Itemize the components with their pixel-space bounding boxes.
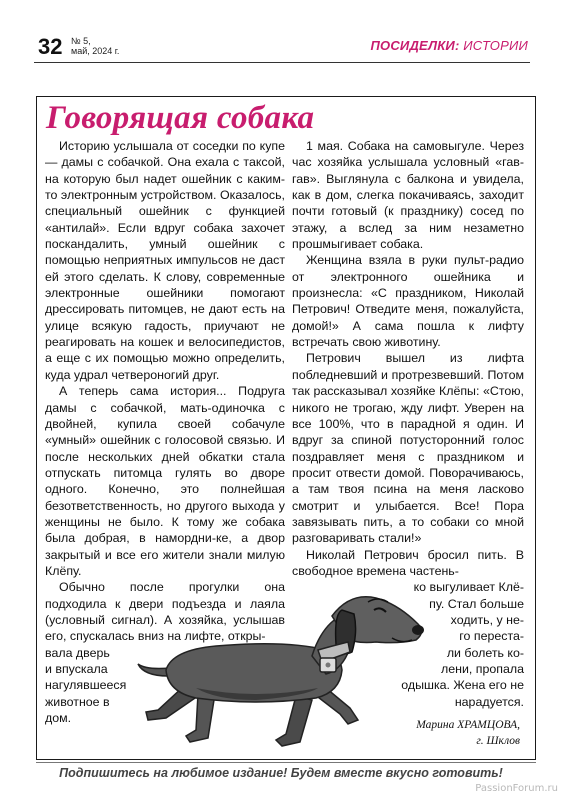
issue-date: май, 2024 г. [71,46,120,56]
subsection-name: ИСТОРИИ [463,38,528,53]
paragraph: 1 мая. Собака на самовыгуле. Через час хозяйка услышала условный «гав-гав». Выглянула с балкона и увидела, как в дом, слегка покачиваясь, заходит почти готовый (к празднику) сосед по этажу, а вслед за ним незаметно прошмыгивает собака. [292,139,524,252]
wrap-line: вала дверь [45,645,110,660]
page-header [0,0,562,62]
wrap-line: дом. [45,711,72,726]
wrap-line: животное в [45,694,110,709]
wrap-line: ходить, у не- [450,612,524,627]
wrap-line: ко выгуливает Клё- [413,580,524,595]
wrap-line: ли болеть ко- [446,645,524,660]
collar-device-button [326,663,331,668]
watermark: PassionForum.ru [475,783,558,794]
dog-tail [138,664,170,676]
wrap-line: нагулявшееся [45,678,127,693]
author-city: г. Шклов [476,735,520,747]
paragraph: Историю услышала от соседки по купе — дамы с собачкой. Она ехала с таксой, на которую был надет ошейник с каким-то электронным устройством. Оказалось, специальный ошейник с функцией «антилай». Если вдруг собака захочет поскандалить, умный ошейник с помощью неприятных импульсов не даст ей этого сделать. К слову, современные электронные ошейники помогают дрессировать питомцев, не дают есть на улице всякую гадость, приучают не реагировать на кошек и велосипедистов, а еще с их помощью можно определить, куда удрал четвероногий друг. [45,139,285,382]
paragraph: Николай Петрович бросил пить. В свободное времена частень- [292,547,524,578]
wrap-line: одышка. Жена его не [401,678,524,693]
author-name: Марина ХРАМЦОВА, [416,719,520,731]
wrap-line: лени, пропала [441,662,524,676]
wrap-line: и впускала [45,662,108,676]
paragraph: А теперь сама история... Подруга дамы с собачкой, мать-одиночка с двойней, купила своей собачуле «умный» ошейник с голосовой связью. И после нескольких дней обкатки стала отпускать питомца гулять во дворе одного. Конечно, это полнейшая безответственность, но другого выхода у женщины не было. К тому же собака была добрая, в намордни-ке, а двор закрытый и все его жители знали милую Клёпу. [45,384,285,578]
dog-front-leg [276,696,312,746]
article-title: Говорящая собака [46,100,315,136]
dachshund-illustration [136,584,426,754]
wrap-line: го переста- [459,629,524,644]
footer-slogan: Подпишитесь на любимое издание! Будем вместе вкусно готовить! [59,766,503,780]
footer-divider [36,762,536,763]
issue-number: № 5, [71,36,91,46]
section-heading [370,38,528,53]
issue-info [71,36,119,56]
section-name: ПОСИДЕЛКИ: [370,38,460,53]
dog-nose [412,625,424,635]
article-signature [416,717,520,749]
page-number: 32 [38,34,63,59]
paragraph: Обычно после прогулки она подходила к двери подъезда и лаяла (условный сигнал). А хозяйка, услышав его, спускалась вниз на лифте, откры- [45,580,285,644]
header-divider [34,62,530,63]
wrap-line: пу. Стал больше [429,596,524,611]
paragraph: Женщина взяла в руки пульт-радио от электронного ошейника и произнесла: «С праздником, Николай Петрович! Отведите меня, пожалуйста, домой!» А сама пошла к лифту встречать свою животину. [292,253,524,350]
paragraph: Петрович вышел из лифта побледневший и протрезвевший. Потом так рассказывал хозяйке Клёпы: «Стою, никого не трогаю, жду лифт. Уверен на все 100%, что в парадной я один. И вдруг за спиной потусторонний голос поздравляет меня с праздником и просит отвести домой. Поворачиваюсь, а там твоя псина на меня ласково смотрит и улыбается. Все! Пора завязывать пить, а то собаки со мной разговаривать стали!» [292,351,524,546]
wrap-line: нарадуется. [454,694,524,709]
